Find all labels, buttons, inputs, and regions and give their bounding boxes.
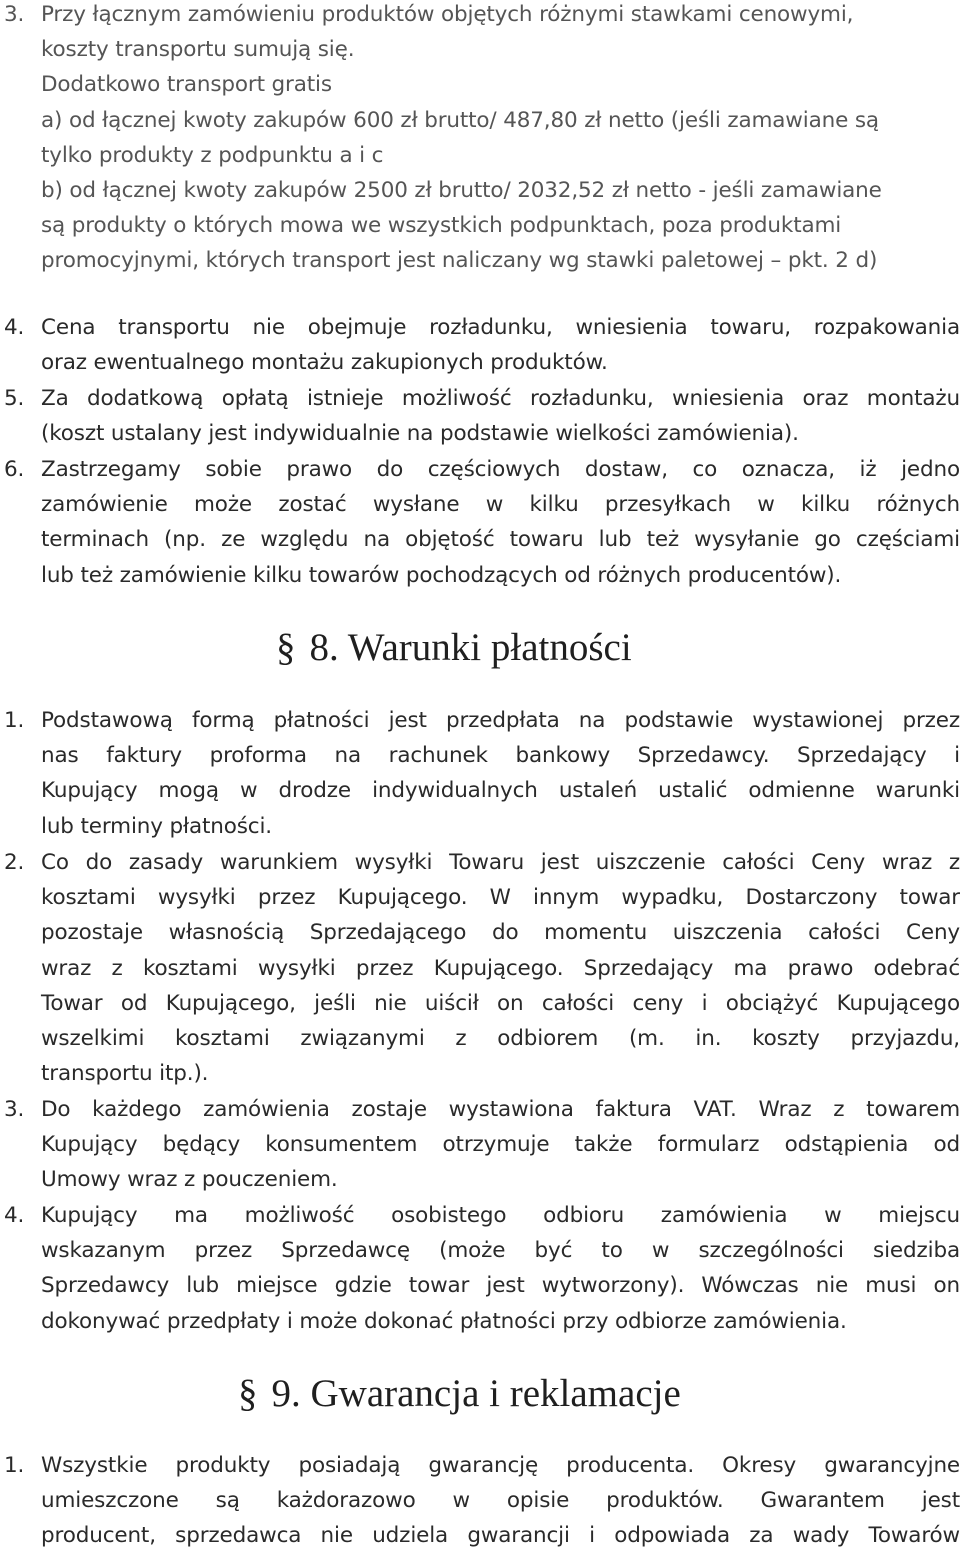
list-text: Podstawową formą płatności jest przedpłata na podstawie wystawionej przez nas faktury proforma na rachunek bankowy Sprzedawcy. Sprzedający i Kupujący mogą w drodze indywidualnych ustaleń ustalić odmienne warunki lub terminy płatności. [41,708,960,839]
list-text: Zastrzegamy sobie prawo do częściowych dostaw, co oznacza, iż jedno zamówienie może zostać wysłane w kilku przesyłkach w kilku różnych terminach (np. ze względu na objętość towaru lub też wysyłanie go częściami lub też zamówienie kilku towarów pochodzących od różnych producentów). [41,457,960,588]
paragraph-sign: § [238,1372,258,1415]
paragraph-sign: § [276,626,296,669]
list-text: Cena transportu nie obejmuje rozładunku, wniesienia towaru, rozpakowania oraz ewentualnego montażu zakupionych produktów. [41,315,960,376]
list-number: 3. [4,2,25,27]
section-heading-9 [238,1372,960,1416]
list-text: Wszystkie produkty posiadają gwarancję producenta. Okresy gwarancyjne umieszczone są każdorazowo w opisie produktów. Gwarantem jest producent, sprzedawca nie udziela gwarancji i odpowiada za wady Towarów [41,1453,960,1549]
list-text: Kupujący ma możliwość osobistego odbioru zamówienia w miejscu wskazanym przez Sprzedawcę (może być to w szczególności siedziba Sprzedawcy lub miejsce gdzie towar jest wytworzony). Wówczas nie musi on dokonywać przedpłaty i może dokonać płatności przy odbiorze zamówienia. [41,1203,960,1334]
list-text: Co do zasady warunkiem wysyłki Towaru jest uiszczenie całości Ceny wraz z kosztami wysyłki przez Kupującego. W innym wypadku, Dostarczony towar pozostaje własnością Sprzedającego do momentu uiszczenia całości Ceny wraz z kosztami wysyłki przez Kupującego. Sprzedający ma prawo odebrać Towar od Kupującego, jeśli nie uiścił on całości ceny i obciążyć Kupującego wszelkimi kosztami związanymi z odbiorem (m. in. koszty przyjazdu, transportu itp.). [41,850,960,1087]
list-text: Za dodatkową opłatą istnieje możliwość rozładunku, wniesienia oraz montażu (koszt ustalany jest indywidualnie na podstawie wielkości zamówienia). [41,386,960,447]
list-number: 5. [4,386,25,411]
section-title: 8. Warunki płatności [309,626,632,669]
list-number: 3. [4,1097,25,1122]
list-number: 1. [4,1453,25,1478]
section-heading-8 [276,626,960,670]
section-title: 9. Gwarancja i reklamacje [271,1372,681,1415]
list-text: Przy łącznym zamówieniu produktów objętych różnymi stawkami cenowymi, koszty transportu sumują się. Dodatkowo transport gratis a) od łącznej kwoty zakupów 600 zł brutto/ 487,80 zł netto (jeśli zamawiane są tylko produkty z podpunktu a i c b) od łącznej kwoty zakupów 2500 zł brutto/ 2032,52 zł netto - jeśli zamawiane są produkty o których mowa we wszystkich podpunktach, poza produktami promocyjnymi, których transport jest naliczany wg stawki paletowej – pkt. 2 d) [41,2,882,274]
list-number: 4. [4,1203,25,1228]
list-text: Do każdego zamówienia zostaje wystawiona faktura VAT. Wraz z towarem Kupujący będący konsumentem otrzymuje także formularz odstąpienia od Umowy wraz z pouczeniem. [41,1097,960,1193]
list-number: 2. [4,850,25,875]
list-number: 4. [4,315,25,340]
list-number: 6. [4,457,25,482]
list-number: 1. [4,708,25,733]
